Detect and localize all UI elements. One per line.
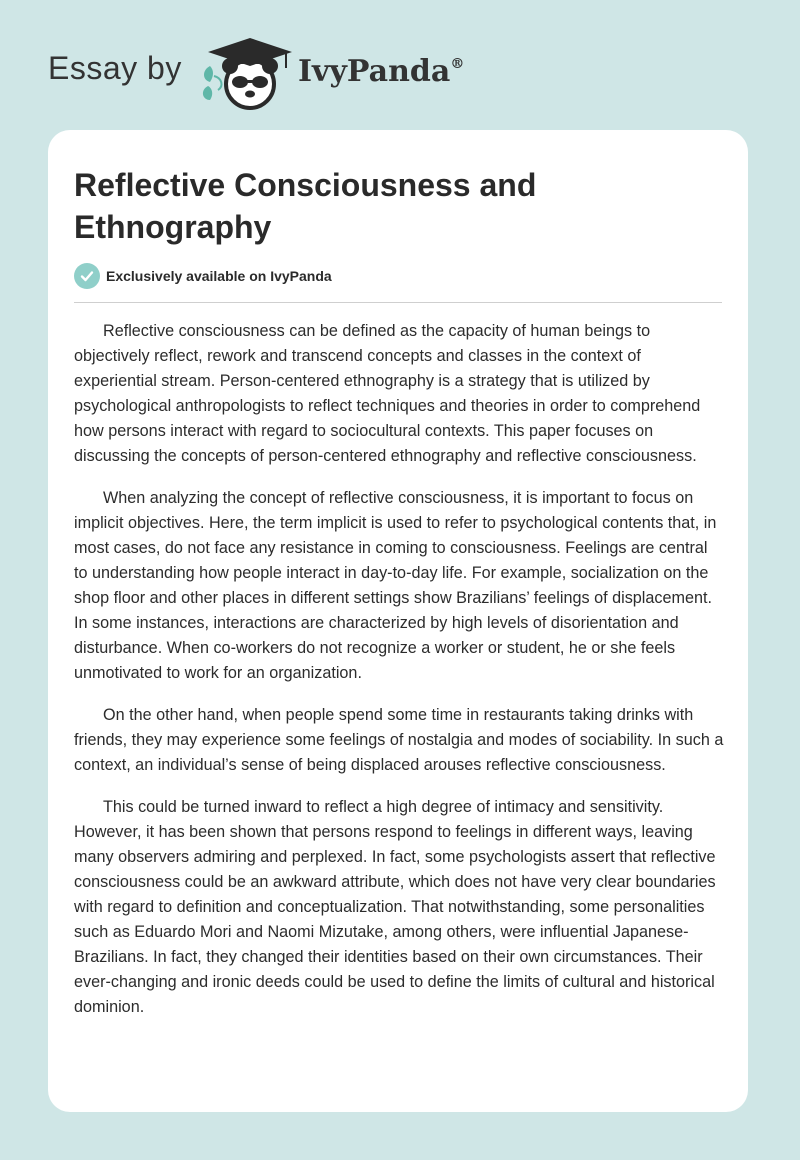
divider [74, 302, 722, 303]
paragraph: Reflective consciousness can be defined as the capacity of human beings to objectively reflect, rework and transcend concepts and classes in the context of experiential stream. Person-centered ethnography is a strategy that is utilized by psychological anthropologists to reflect techniques and theories in order to comprehend how persons interact with regard to sociocultural contexts. This paper focuses on discussing the concepts of person-centered ethnography and reflective consciousness. [74, 322, 701, 465]
panda-graduate-logo-icon[interactable] [200, 36, 296, 112]
check-icon [74, 263, 100, 289]
brand-text: IvyPanda [298, 54, 451, 89]
essay-title: Reflective Consciousness and Ethnography [74, 167, 537, 245]
registered-mark: ® [450, 56, 465, 72]
essay-by-label: Essay by [48, 50, 182, 86]
essay-card [48, 130, 748, 1112]
site-header [0, 0, 800, 130]
brand-name[interactable] [298, 54, 464, 89]
exclusive-badge [74, 262, 332, 290]
paragraph: When analyzing the concept of reflective consciousness, it is important to focus on implicit objectives. Here, the term implicit is used to refer to psychological contents that, in most cases, do not face any resistance in coming to consciousness. Feelings are central to understanding how people interact in day-to-day life. For example, socialization on the shop floor and other places in different settings show Brazilians’ feelings of displacement. In some instances, interactions are characterized by high levels of disorientation and disturbance. When co-workers do not recognize a worker or student, he or she feels unmotivated to work for an organization. [74, 489, 717, 682]
badge-text: Exclusively available on IvyPanda [106, 268, 332, 284]
paragraph: On the other hand, when people spend some time in restaurants taking drinks with friends, they may experience some feelings of nostalgia and modes of sociability. In such a context, an individual’s sense of being displaced arouses reflective consciousness. [74, 706, 724, 774]
paragraph: This could be turned inward to reflect a high degree of intimacy and sensitivity. However, it has been shown that persons respond to feelings in different ways, leaving many observers admiring and perplexed. In fact, some psychologists assert that reflective consciousness could be an awkward attribute, which does not have very clear boundaries with regard to definition and conceptualization. That notwithstanding, some personalities such as Eduardo Mori and Naomi Mizutake, among others, were influential Japanese-Brazilians. In fact, they changed their identities based on their own circumstances. Their ever-changing and ironic deeds could be used to define the limits of cultural and historical dominion. [74, 798, 716, 1016]
essay-body [74, 319, 724, 1037]
